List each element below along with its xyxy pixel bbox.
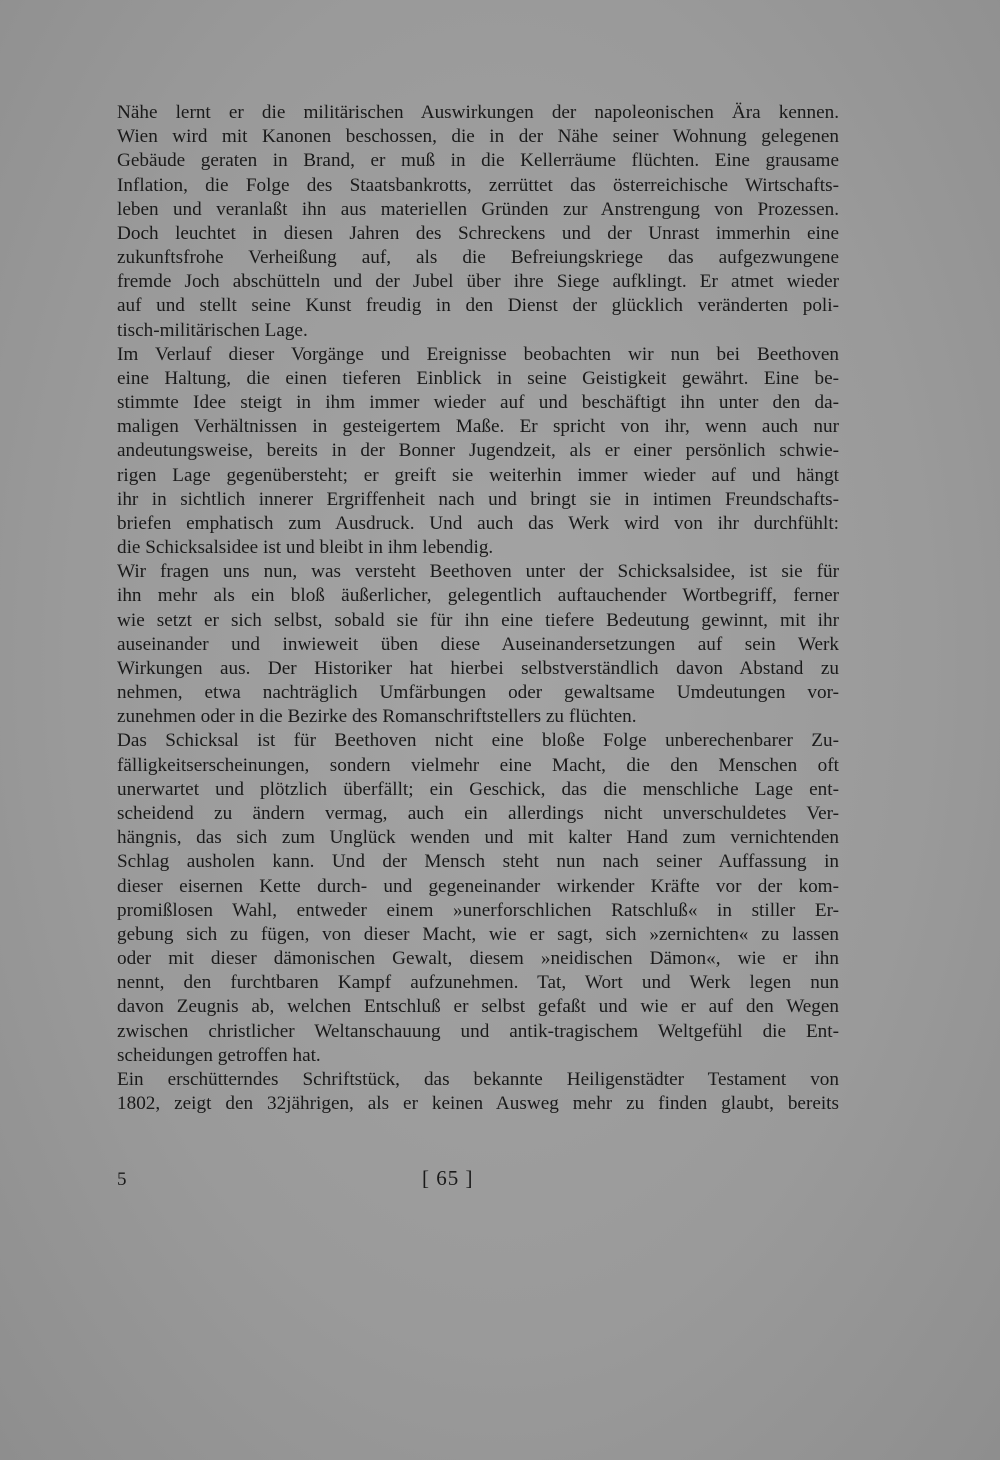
text-line: nennt, den furchtbaren Kampf aufzunehmen. Tat, Wort und Werk legen nun [117, 972, 839, 994]
text-line: Wien wird mit Kanonen beschossen, die in der Nähe seiner Wohnung gelegenen [117, 126, 839, 148]
text-line: Schlag ausholen kann. Und der Mensch steht nun nach seiner Auffassung in [117, 851, 839, 873]
paragraph-end-line: die Schicksalsidee ist und bleibt in ihm lebendig. [117, 537, 494, 559]
text-line: Nähe lernt er die militärischen Auswirkungen der napoleonischen Ära kennen. [117, 102, 839, 123]
text-line: Ein erschütterndes Schriftstück, das bekannte Heiligenstädter Testament von [117, 1068, 839, 1090]
text-line: Doch leuchtet in diesen Jahren des Schreckens und der Unrast immerhin eine [117, 222, 839, 244]
text-line: fälligkeitserscheinungen, sondern vielmehr eine Macht, die den Menschen oft [117, 754, 839, 776]
text-line: Das Schicksal ist für Beethoven nicht eine bloße Folge unberechenbarer Zu- [117, 730, 839, 752]
paragraph-end-line: scheidungen getroffen hat. [117, 1044, 321, 1066]
text-line: Inflation, die Folge des Staatsbankrotts, zerrüttet das österreichische Wirtschafts- [117, 174, 839, 196]
text-line: zukunftsfrohe Verheißung auf, als die Befreiungskriege das aufgezwungene [117, 247, 839, 269]
text-line: auf und stellt seine Kunst freudig in den Dienst der glücklich veränderten poli- [117, 295, 839, 317]
paragraph-end-line: zunehmen oder in die Bezirke des Romanschriftstellers zu flüchten. [117, 706, 637, 728]
text-line: leben und veranlaßt ihn aus materiellen Gründen zur Anstrengung von Prozessen. [117, 198, 839, 220]
body-text [117, 101, 839, 1116]
text-line: dieser eisernen Kette durch- und gegeneinander wirkender Kräfte vor der kom- [117, 875, 839, 897]
text-line: nehmen, etwa nachträglich Umfärbungen oder gewaltsame Umdeutungen vor- [117, 682, 839, 704]
text-line: andeutungsweise, bereits in der Bonner Jugendzeit, als er einer persönlich schwie- [117, 440, 839, 462]
text-line: scheidend zu ändern vermag, auch ein allerdings nicht unverschuldetes Ver- [117, 802, 839, 824]
text-line: Wir fragen uns nun, was versteht Beethoven unter der Schicksalsidee, ist sie für [117, 561, 839, 583]
paragraph-end-line: tisch-militärischen Lage. [117, 319, 308, 341]
text-line: davon Zeugnis ab, welchen Entschluß er selbst gefaßt und wie er auf den Wegen [117, 996, 839, 1018]
text-line: gebung sich zu fügen, von dieser Macht, wie er sagt, sich »zernichten« zu lassen [117, 923, 839, 945]
text-line: zwischen christlicher Weltanschauung und antik-tragischem Weltgefühl die Ent- [117, 1020, 839, 1042]
text-line: wie setzt er sich selbst, sobald sie für ihn eine tiefere Bedeutung gewinnt, mit ihr [117, 609, 839, 631]
text-line: maligen Verhältnissen in gesteigertem Maße. Er spricht von ihr, wenn auch nur [117, 416, 839, 438]
text-line: unerwartet und plötzlich überfällt; ein Geschick, das die menschliche Lage ent- [117, 778, 839, 800]
text-line: Gebäude geraten in Brand, er muß in die Kellerräume flüchten. Eine grausame [117, 150, 839, 172]
text-line: eine Haltung, die einen tieferen Einblick in seine Geistigkeit gewährt. Eine be- [117, 367, 839, 389]
text-line: hängnis, das sich zum Unglück wenden und mit kalter Hand zum vernichtenden [117, 827, 839, 849]
text-line: promißlosen Wahl, entweder einem »unerforschlichen Ratschluß« in stiller Er- [117, 899, 839, 921]
text-line: auseinander und inwieweit üben diese Auseinandersetzungen auf sein Werk [117, 633, 839, 655]
text-line: oder mit dieser dämonischen Gewalt, diesem »neidischen Dämon«, wie er ihn [117, 948, 839, 970]
text-line: fremde Joch abschütteln und der Jubel über ihre Siege aufklingt. Er atmet wieder [117, 271, 839, 293]
text-line: Im Verlauf dieser Vorgänge und Ereignisse beobachten wir nun bei Beethoven [117, 343, 839, 365]
text-line: 1802, zeigt den 32jährigen, als er keinen Ausweg mehr zu finden glaubt, bereits [117, 1093, 839, 1115]
text-line: briefen emphatisch zum Ausdruck. Und auch das Werk wird von ihr durchfühlt: [117, 512, 839, 534]
text-line: ihr in sichtlich innerer Ergriffenheit nach und bringt sie in intimen Freundschafts- [117, 488, 839, 510]
text-line: ihn mehr als ein bloß äußerlicher, gelegentlich auftauchender Wortbegriff, ferner [117, 585, 839, 607]
text-line: rigen Lage gegenübersteht; er greift sie weiterhin immer wieder auf und hängt [117, 464, 839, 486]
text-line: stimmte Idee steigt in ihm immer wieder auf und beschäftigt ihn unter den da- [117, 392, 839, 414]
page-number: [ 65 ] [422, 1166, 474, 1190]
signature-mark: 5 [117, 1169, 127, 1190]
text-line: Wirkungen aus. Der Historiker hat hierbei selbstverständlich davon Abstand zu [117, 657, 839, 679]
